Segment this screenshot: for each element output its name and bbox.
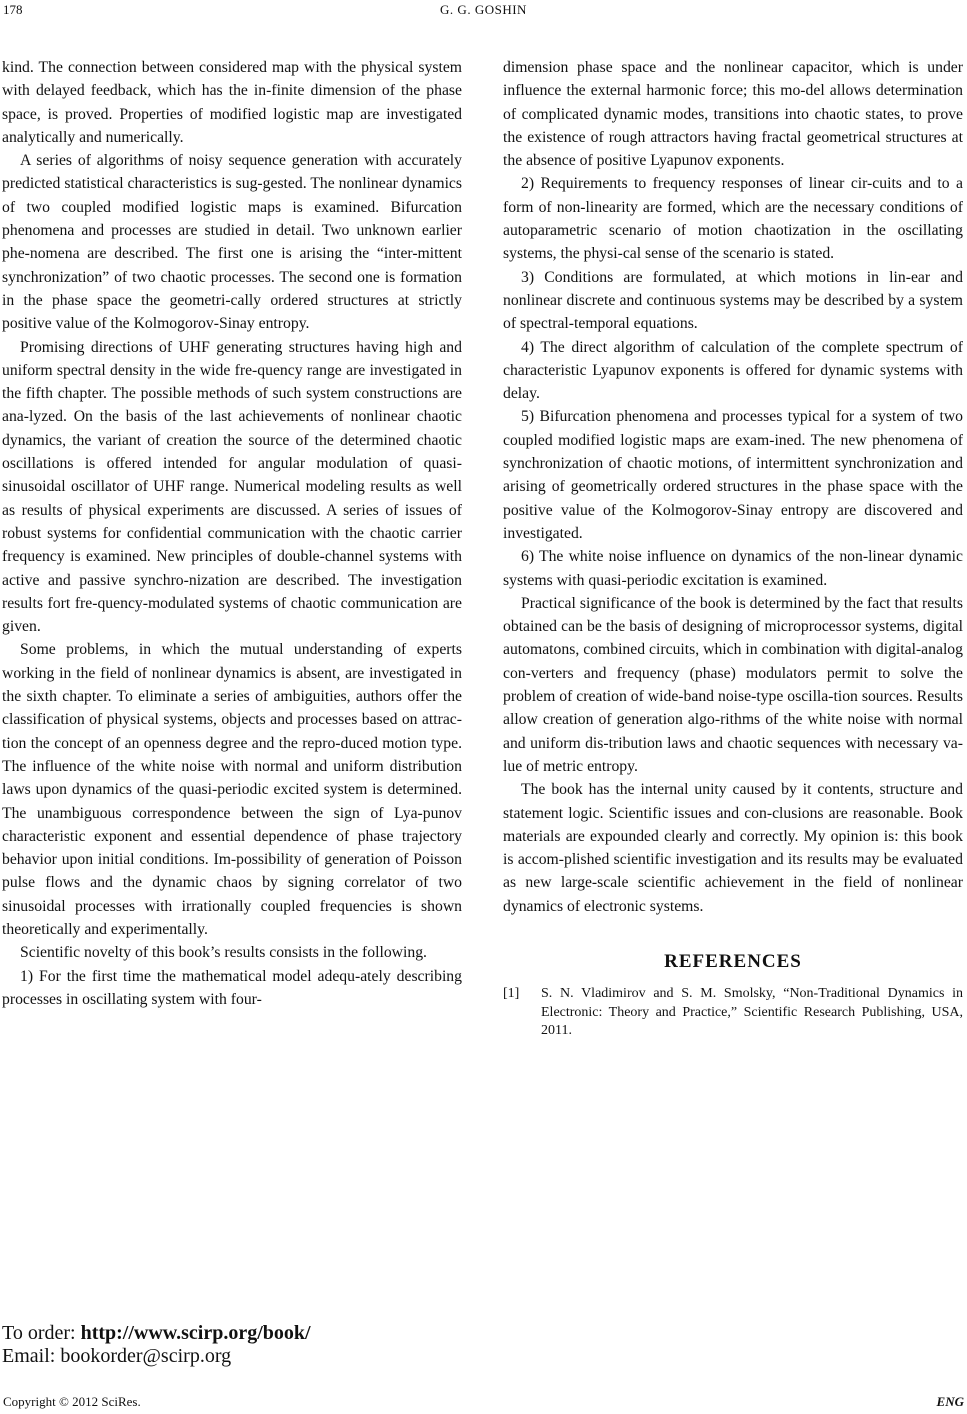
paragraph: Some problems, in which the mutual understanding of experts working in the field of nonlinear dynamics is absent, are investigated in the sixth chapter. To eliminate a series of ambiguities, authors offer the classification of physical systems, objects and processes based on attrac-tion the concept of an openness degree and the repro-duced motion type. The influence of the white noise with normal and uniform distribution laws upon dynamics of the quasi-periodic excited system is determined. The unambiguous correspondence between the sign of Lya-punov characteristic exponent and essential dependence of phase trajectory behavior upon initial conditions. Im-possibility of generation of Poisson pulse flows and the dynamic chaos by signing correlator of two sinusoidal processes with irrationally coupled frequencies is shown theoretically and experimentally. xyxy=(2,641,462,938)
running-head: G. G. GOSHIN xyxy=(440,2,527,17)
order-info xyxy=(2,1322,311,1368)
reference-text: S. N. Vladimirov and S. M. Smolsky, “Non-Traditional Dynamics in Electronic: Theory and Practice,” Scientific Research Publishing, USA, 2011. xyxy=(541,986,963,1039)
paragraph: Scientific novelty of this book’s results consists in the following. xyxy=(20,944,427,962)
paragraph: 3) Conditions are formulated, at which motions in lin-ear and nonlinear discrete and continuous systems may be described by a system of spectral-temporal equations. xyxy=(503,268,963,333)
journal-abbrev: ENG xyxy=(936,1394,964,1409)
reference-item xyxy=(503,985,963,1041)
copyright-footer: Copyright © 2012 SciRes. xyxy=(3,1394,141,1409)
order-label: To order: xyxy=(2,1322,81,1344)
paragraph: 2) Requirements to frequency responses of linear cir-cuits and to a form of non-linearity are formed, which are the necessary conditions of autoparametric scenario of motion chaotization in the oscillating systems, the physi-cal sense of the scenario is stated. xyxy=(503,175,963,263)
paragraph: kind. The connection between considered map with the physical system with delayed feedback, which has the in-finite dimension of the phase space, is proved. Properties of modified logistic map are investigated analytically and numerically. xyxy=(2,59,462,146)
paragraph: dimension phase space and the nonlinear capacitor, which is under influence the external harmonic force; this mo-del allows determination of complicated dynamic modes, transitions into chaotic states, to prove the existence of rough attractors having fractal geometrical structures at the absence of positive Lyapunov exponents. xyxy=(503,59,963,170)
paragraph: A series of algorithms of noisy sequence generation with accurately predicted statistical characteristics is sug-gested. The nonlinear dynamics of two coupled modified logistic maps is examined. Bifurcation phenomena and processes are studied in detail. Two unknown earlier phe-nomena are described. The first one is arising the “inter-mittent synchronization” of two chaotic processes. The second one is formation in the phase space the geometri-cally ordered structures at strictly positive value of the Kolmogorov-Sinay entropy. xyxy=(2,152,462,333)
reference-number: [1] xyxy=(503,986,520,1002)
page-number: 178 xyxy=(3,2,23,17)
left-column xyxy=(2,56,462,1011)
right-column xyxy=(503,56,963,1041)
order-url-link[interactable]: http://www.scirp.org/book/ xyxy=(80,1322,311,1344)
order-line xyxy=(2,1322,311,1345)
order-email[interactable]: Email: bookorder@scirp.org xyxy=(2,1345,232,1367)
paragraph: Promising directions of UHF generating structures having high and uniform spectral density in the wide fre-quency range are investigated in the fifth chapter. The possible methods of such system constructions are ana-lyzed. On the basis of the last achievements of nonlinear chaotic dynamics, the variant of creation the source of the determined chaotic oscillations is offered intended for angular modulation of quasi-sinusoidal oscillator of UHF range. Numerical modeling results as well as results of physical experiments are discussed. A series of issues of robust systems for confidential communication with the chaotic carrier frequency is examined. New principles of double-channel systems with active and passive synchro-nization are described. The investigation results fort fre-quency-modulated systems of chaotic communication are given. xyxy=(2,338,462,636)
paragraph: 4) The direct algorithm of calculation of the complete spectrum of characteristic Lyapunov exponents is offered for dynamic systems with delay. xyxy=(503,338,963,403)
paragraph: 5) Bifurcation phenomena and processes typical for a system of two coupled modified logistic maps are exam-ined. The new phenomena of synchronization of chaotic motions, of intermittent synchronization and arising of geometrically ordered structures in the phase space with the positive value of the Kolmogorov-Sinay entropy are discovered and investigated. xyxy=(503,408,963,542)
paragraph: The book has the internal unity caused by it contents, structure and statement logic. Scientific issues and con-clusions are reasonable. Book materials are expounded clearly and correctly. My opinion is: this book is accom-plished scientific investigation and its results may be evaluated as new large-scale scientific achievement in the field of nonlinear dynamics of electronic systems. xyxy=(503,781,963,915)
paragraph: 6) The white noise influence on dynamics of the non-linear dynamic systems with quasi-periodic excitation is examined. xyxy=(503,548,963,589)
paragraph: Practical significance of the book is determined by the fact that results obtained can be the basis of designing of microprocessor systems, digital automatons, combined circuits, which in combination with digital-analog con-verters and frequency (phase) modulators permit to solve the problem of creation of wide-band noise-type oscilla-tion sources. Results allow creation of generation algo-rithms of the white noise with normal and uniform dis-tribution laws and chaotic sequences with necessary va-lue of metric entropy. xyxy=(503,594,963,775)
references-heading: REFERENCES xyxy=(664,950,802,972)
paragraph: 1) For the first time the mathematical model adequ-ately describing processes in oscillating system with four- xyxy=(2,967,462,1008)
